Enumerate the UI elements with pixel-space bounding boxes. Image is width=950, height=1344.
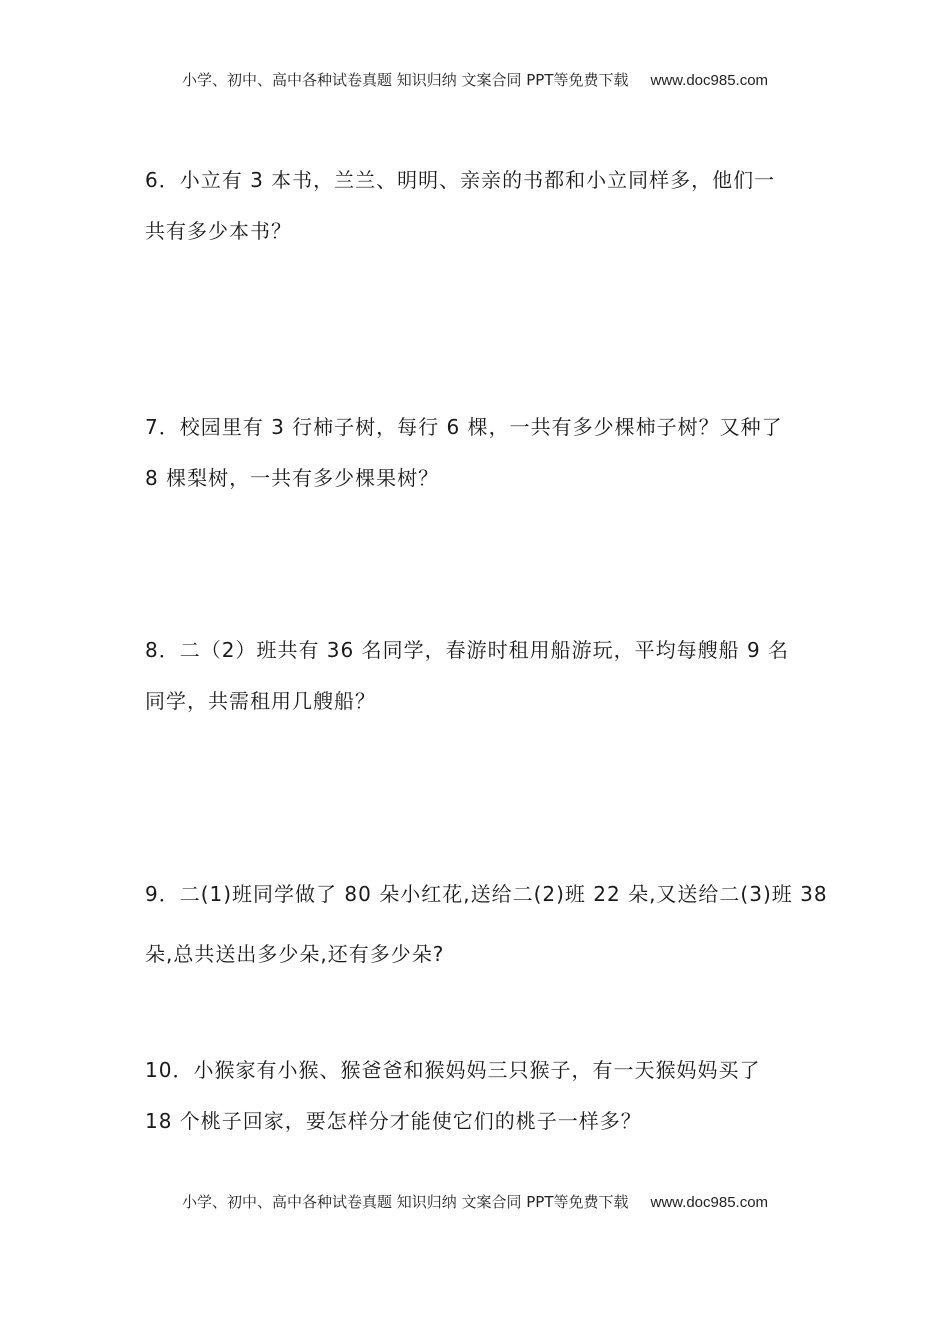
question-line: 8 棵梨树，一共有多少棵果树？ (145, 466, 440, 490)
header-site-link[interactable]: www.doc985.com (650, 72, 769, 89)
footer-site-link[interactable]: www.doc985.com (650, 1194, 769, 1211)
question-line: 10．小猴家有小猴、猴爸爸和猴妈妈三只猴子，有一天猴妈妈买了 (145, 1058, 761, 1082)
question-line: 18 个桃子回家，要怎样分才能使它们的桃子一样多？ (145, 1109, 642, 1133)
question-line: 朵,总共送出多少朵,还有多少朵? (145, 942, 445, 966)
page-footer (0, 1191, 950, 1212)
question-line: 共有多少本书？ (145, 219, 292, 243)
question-line: 同学，共需租用几艘船？ (145, 689, 376, 713)
header-text: 小学、初中、高中各种试卷真题 知识归纳 文案合同 PPT等免费下载 (181, 71, 629, 89)
question-line: 8．二（2）班共有 36 名同学，春游时租用船游玩，平均每艘船 9 名 (145, 638, 790, 662)
question-6 (145, 155, 810, 257)
question-line: 6．小立有 3 本书，兰兰、明明、亲亲的书都和小立同样多，他们一 (145, 168, 776, 192)
question-8 (145, 625, 810, 727)
question-9 (145, 864, 828, 984)
question-line: 7．校园里有 3 行柿子树，每行 6 棵，一共有多少棵柿子树？又种了 (145, 415, 783, 439)
question-10 (145, 1045, 810, 1147)
footer-text: 小学、初中、高中各种试卷真题 知识归纳 文案合同 PPT等免费下载 (181, 1193, 629, 1211)
page-header (0, 69, 950, 90)
question-7 (145, 402, 810, 504)
question-line: 9．二(1)班同学做了 80 朵小红花,送给二(2)班 22 朵,又送给二(3)班 38 (145, 882, 828, 906)
